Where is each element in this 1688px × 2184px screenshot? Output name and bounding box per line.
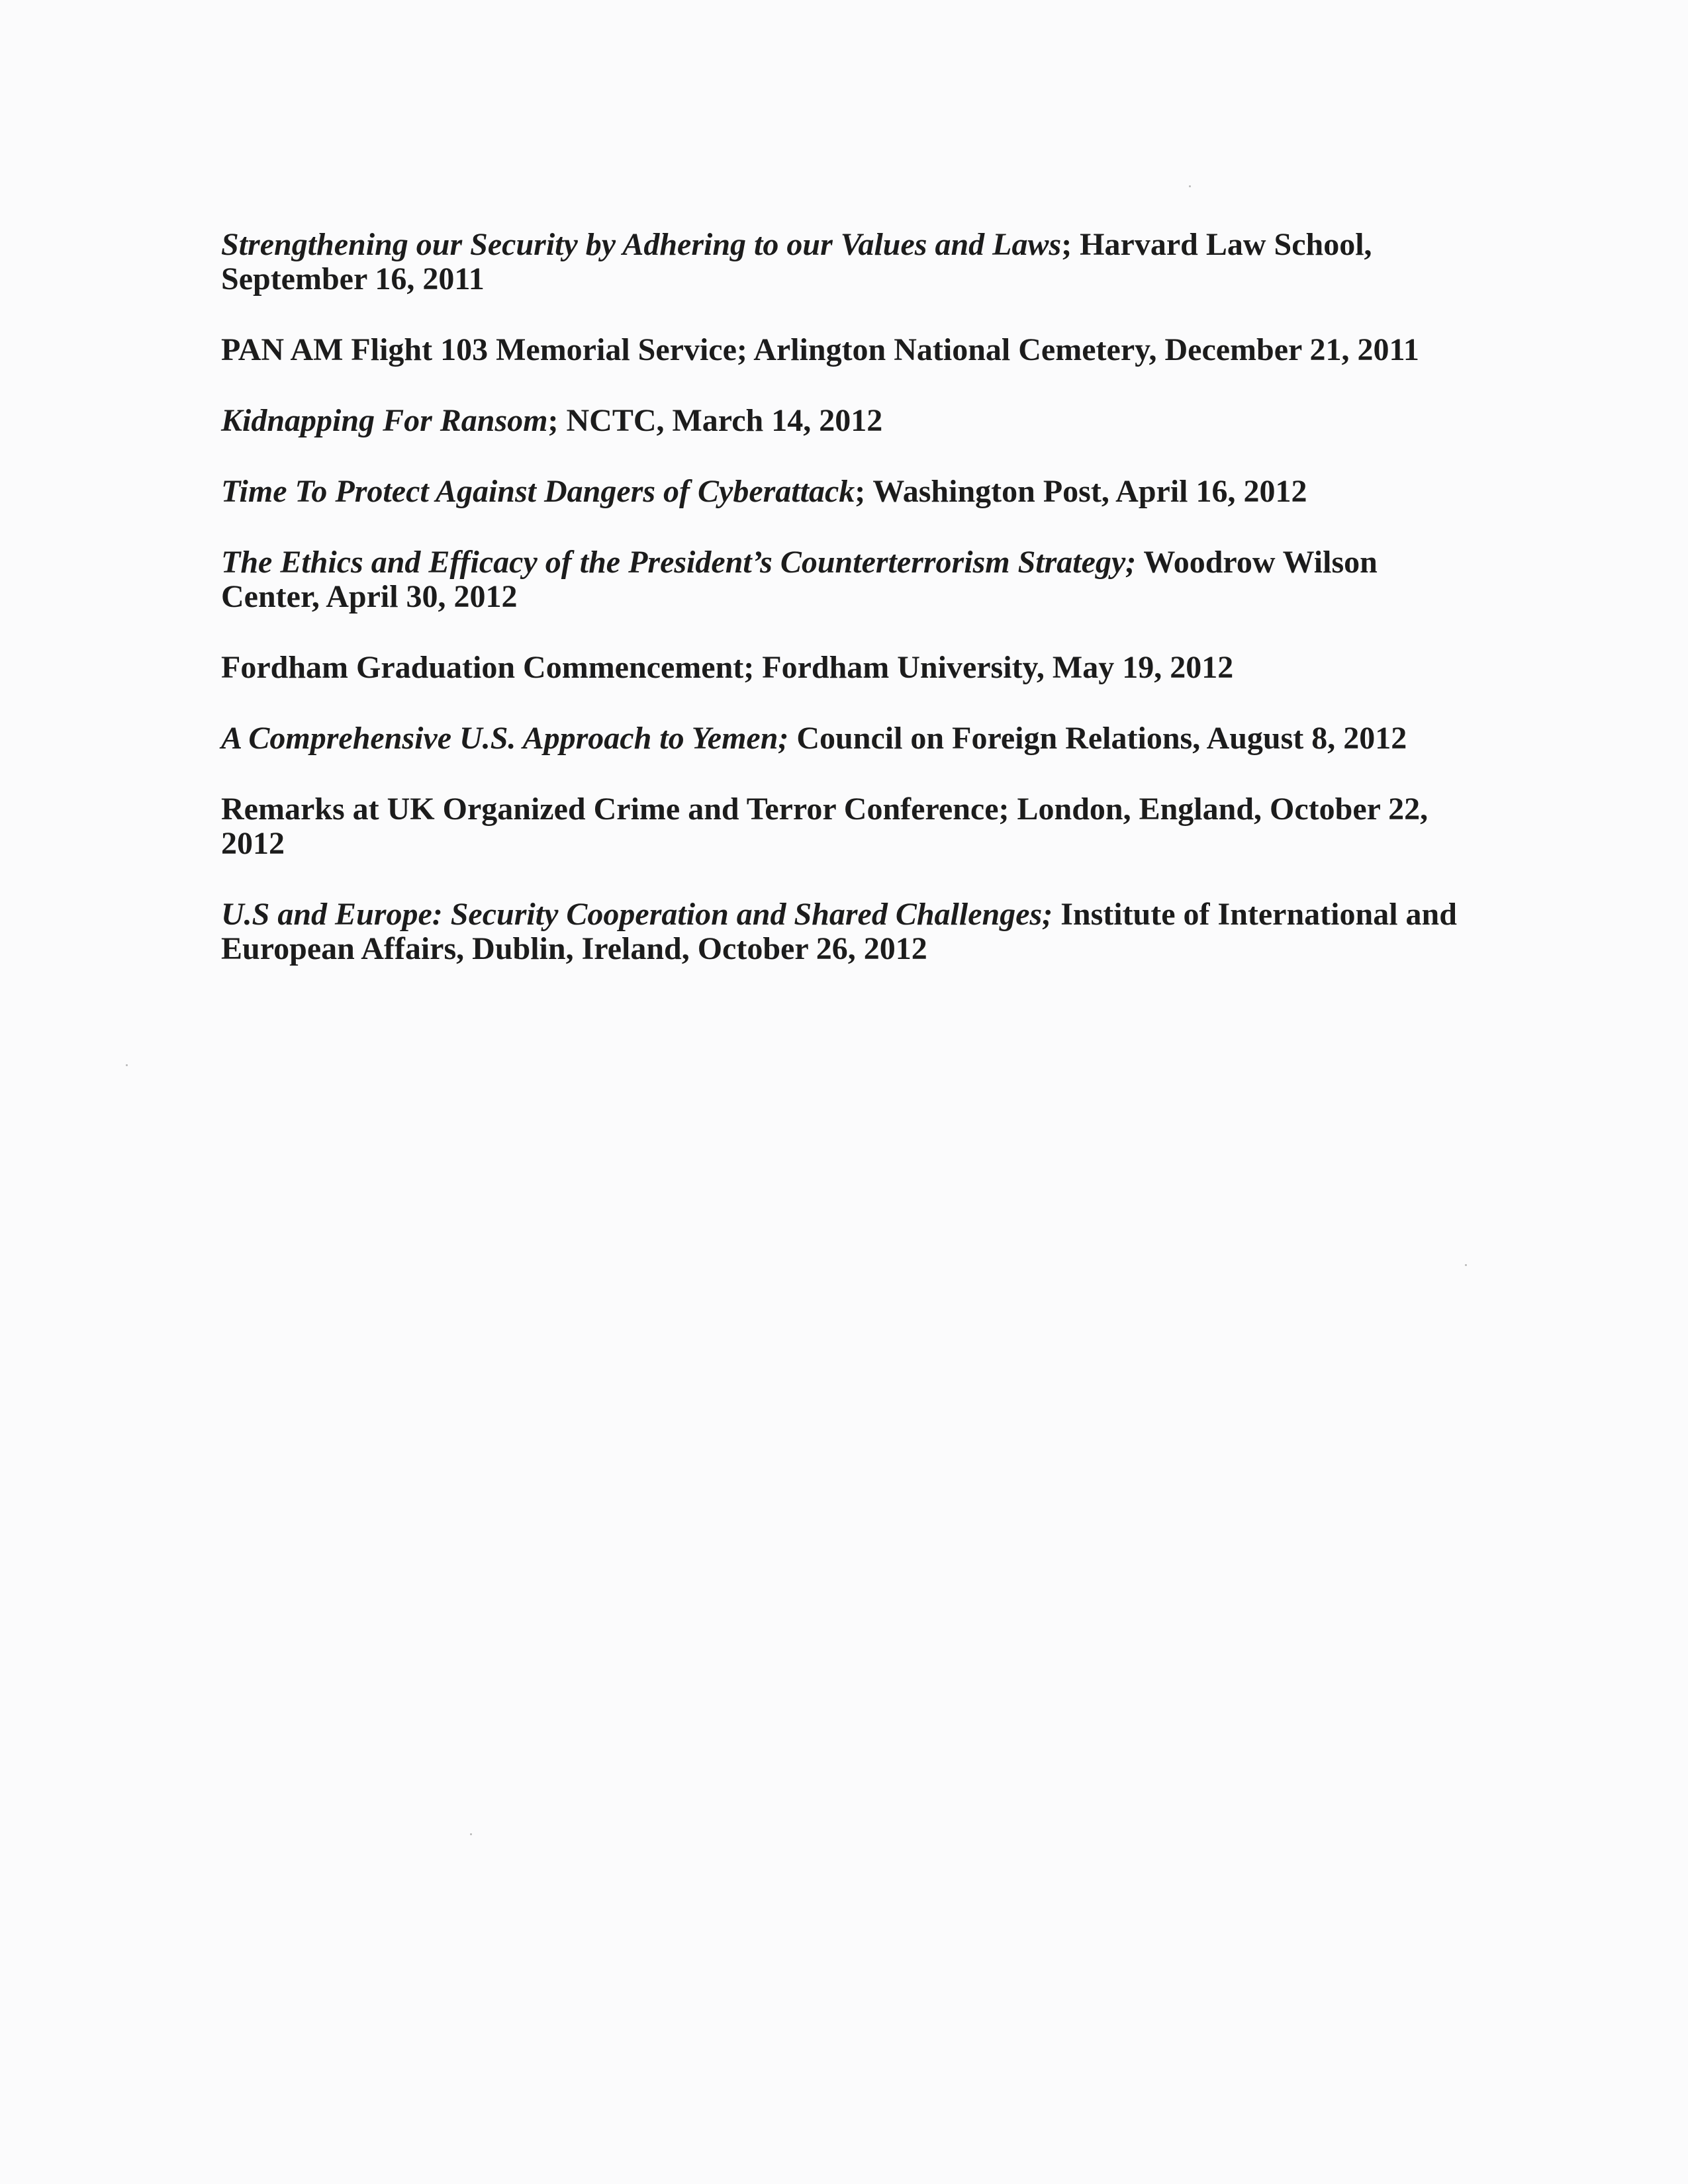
entry-detail: PAN AM Flight 103 Memorial Service; Arlington National Cemetery, December 21, 2011 [221,332,1419,367]
list-item [221,897,1479,966]
list-item [221,333,1479,367]
entry-separator: ; [547,403,559,438]
list-item [221,545,1479,614]
entry-title: Kidnapping For Ransom [221,403,548,438]
entry-title: The Ethics and Efficacy of the President’s Counterterrorism Strategy; [221,545,1137,580]
entry-separator: ; [855,474,866,509]
entry-detail: Remarks at UK Organized Crime and Terror Conference; London, England, October 22, 2012 [221,792,1429,861]
entry-detail: Fordham Graduation Commencement; Fordham University, May 19, 2012 [221,650,1234,685]
entry-detail: Harvard Law School, September 16, 2011 [221,227,1372,296]
list-item [221,721,1479,756]
entry-detail: Washington Post, April 16, 2012 [865,474,1307,509]
entry-separator: ; [1061,227,1072,262]
entry-detail: NCTC, March 14, 2012 [558,403,883,438]
entry-detail: Council on Foreign Relations, August 8, 2012 [788,721,1407,756]
entry-detail: Woodrow Wilson Center, April 30, 2012 [221,545,1378,614]
entry-title: A Comprehensive U.S. Approach to Yemen; [221,721,789,756]
list-item [221,792,1479,861]
entry-title: U.S and Europe: Security Cooperation and Shared Challenges; [221,897,1053,932]
speech-list [221,228,1479,1003]
scan-speck [126,1064,128,1066]
entry-title: Time To Protect Against Dangers of Cyberattack [221,474,855,509]
scan-speck [470,1833,472,1835]
entry-detail: Institute of International and European Affairs, Dublin, Ireland, October 26, 2012 [221,897,1457,966]
list-item [221,404,1479,438]
list-item [221,651,1479,685]
scan-speck [1465,1264,1467,1266]
list-item [221,475,1479,509]
entry-title: Strengthening our Security by Adhering to our Values and Laws [221,227,1062,262]
scan-speck [1189,185,1191,187]
list-item [221,228,1479,296]
